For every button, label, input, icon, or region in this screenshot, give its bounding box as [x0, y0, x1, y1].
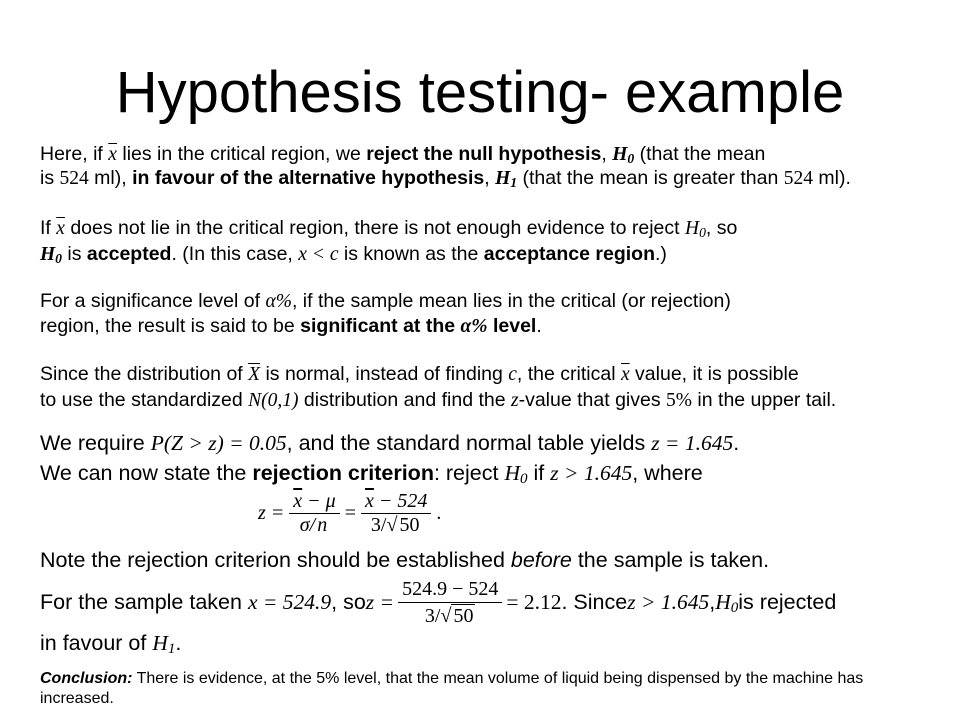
alpha-percent: α% [265, 291, 292, 312]
text: in the upper tail. [692, 389, 837, 411]
alpha-percent: α% [460, 316, 488, 337]
text: , [484, 167, 496, 189]
text: (that the mean is greater than [517, 167, 784, 189]
h0-symbol: $H_0$ [40, 244, 62, 266]
h0-symbol: $H_0$ [684, 218, 706, 240]
text: is known as the [338, 243, 484, 265]
h0-symbol: $H_0$ [715, 590, 739, 616]
bold-text: accepted [86, 243, 172, 265]
text: Since the distribution of [40, 363, 249, 385]
h0-symbol: $H_0$ [504, 461, 528, 487]
text: If [40, 217, 57, 239]
text: , [709, 590, 716, 614]
text: is normal, instead of finding [260, 363, 509, 385]
xbar-symbol: $\overline{x}$ [108, 144, 117, 165]
z-symbol: z [511, 390, 519, 411]
text: Note the rejection criterion should be established [40, 548, 511, 572]
text: . (In this case, [171, 243, 299, 265]
text: if [527, 461, 551, 485]
z-equals: z = [365, 590, 395, 614]
h1-symbol: $H_1$ [495, 168, 518, 190]
five-percent: 5% [666, 390, 693, 411]
inequality: x < c [298, 244, 339, 265]
z-equals: z = [258, 502, 285, 524]
text: is [62, 243, 87, 265]
text: (that the mean [634, 143, 766, 165]
text: , where [632, 461, 703, 485]
Xbar-symbol: $\overline{X}$ [248, 364, 261, 385]
text: , [601, 143, 613, 165]
text: in favour of [40, 631, 153, 655]
bold-text: rejection criterion [252, 461, 434, 485]
para-note [40, 547, 769, 573]
text: .) [654, 243, 667, 265]
period: . [436, 502, 442, 524]
h1-symbol: $H_1$ [152, 631, 176, 657]
text: ml). [812, 167, 851, 189]
text: distribution and find the [298, 389, 511, 411]
text: , and the standard normal table yields [286, 431, 652, 455]
page-title: Hypothesis testing- example [115, 60, 845, 125]
conclusion-label: Conclusion: [40, 670, 133, 687]
text: value, it is possible [629, 363, 799, 385]
text: For the sample taken [40, 590, 242, 614]
fraction-xbar-mu: $\frac{\overline{x} - \mu}{\sigma/ n}$ [289, 490, 339, 537]
para-standardized-line1 [40, 362, 799, 387]
fraction-sample: $\frac{524.9 - 524}{3/√ 50}$ [398, 576, 502, 629]
text: ml), [88, 167, 133, 189]
normal-distribution: N(0,1) [248, 390, 299, 411]
text: lies in the critical region, we [116, 143, 367, 165]
text: to use the standardized [40, 389, 249, 411]
para-require-line2 [40, 460, 703, 486]
para-require-line1 [40, 430, 739, 456]
para-standardized-line2 [40, 388, 836, 413]
text: . Since [561, 590, 628, 614]
value-524: 524 [783, 168, 813, 189]
para-significance-line2 [40, 314, 542, 339]
text: We can now state the [40, 461, 253, 485]
fraction-xbar-524: $\frac{\overline{x} - 524}{3/√ 50}$ [361, 490, 431, 537]
z-value: z = 1.645 [651, 431, 734, 455]
para-critical-region-line1 [40, 142, 765, 167]
z-result: = 2.12 [506, 590, 562, 614]
para-sample-line1 [40, 573, 836, 631]
bold-text: level [487, 315, 537, 337]
c-symbol: c [508, 364, 517, 385]
bold-text: reject the null hypothesis [366, 143, 602, 165]
text: : reject [433, 461, 505, 485]
text: , so [331, 590, 366, 614]
rejection-condition: z > 1.645 [550, 461, 633, 485]
text: the sample is taken. [571, 548, 770, 572]
text: We require [40, 431, 151, 455]
para-sample-line2 [40, 630, 181, 656]
text: , if the sample mean lies in the critical (or rejection) [291, 290, 731, 312]
xbar-symbol: $\overline{x}$ [56, 218, 65, 239]
para-significance-line1 [40, 289, 731, 314]
text: does not lie in the critical region, there is not enough evidence to reject [64, 217, 685, 239]
bold-text: significant at the [300, 315, 461, 337]
probability-expression: P(Z > z) = 0.05 [150, 431, 287, 455]
para-critical-region-line2 [40, 166, 851, 191]
text: For a significance level of [40, 290, 266, 312]
rejection-condition: z > 1.645 [627, 590, 710, 614]
z-formula [258, 490, 441, 537]
text: , so [705, 217, 738, 239]
xbar-value: x = 524.9 [247, 590, 332, 614]
conclusion [40, 669, 920, 709]
text: . [536, 315, 542, 337]
text: region, the result is said to be [40, 315, 301, 337]
conclusion-text: There is evidence, at the 5% level, that the mean volume of liquid being dispensed by the machine has increased. [40, 670, 864, 707]
text: . [175, 631, 182, 655]
para-acceptance-line2 [40, 242, 667, 267]
para-acceptance-line1 [40, 216, 737, 241]
text: is rejected [738, 590, 837, 614]
text: . [733, 431, 740, 455]
text: is [40, 167, 60, 189]
bold-text: acceptance region [483, 243, 655, 265]
xbar-symbol: $\overline{x}$ [620, 364, 630, 385]
h0-symbol: $H_0$ [612, 144, 635, 166]
text: , the critical [516, 363, 621, 385]
italic-text: before [510, 548, 572, 572]
bold-text: in favour of the alternative hypothesis [132, 167, 485, 189]
value-524: 524 [59, 168, 89, 189]
text: Here, if [40, 143, 109, 165]
equals: = [344, 502, 356, 524]
text: -value that gives [518, 389, 667, 411]
